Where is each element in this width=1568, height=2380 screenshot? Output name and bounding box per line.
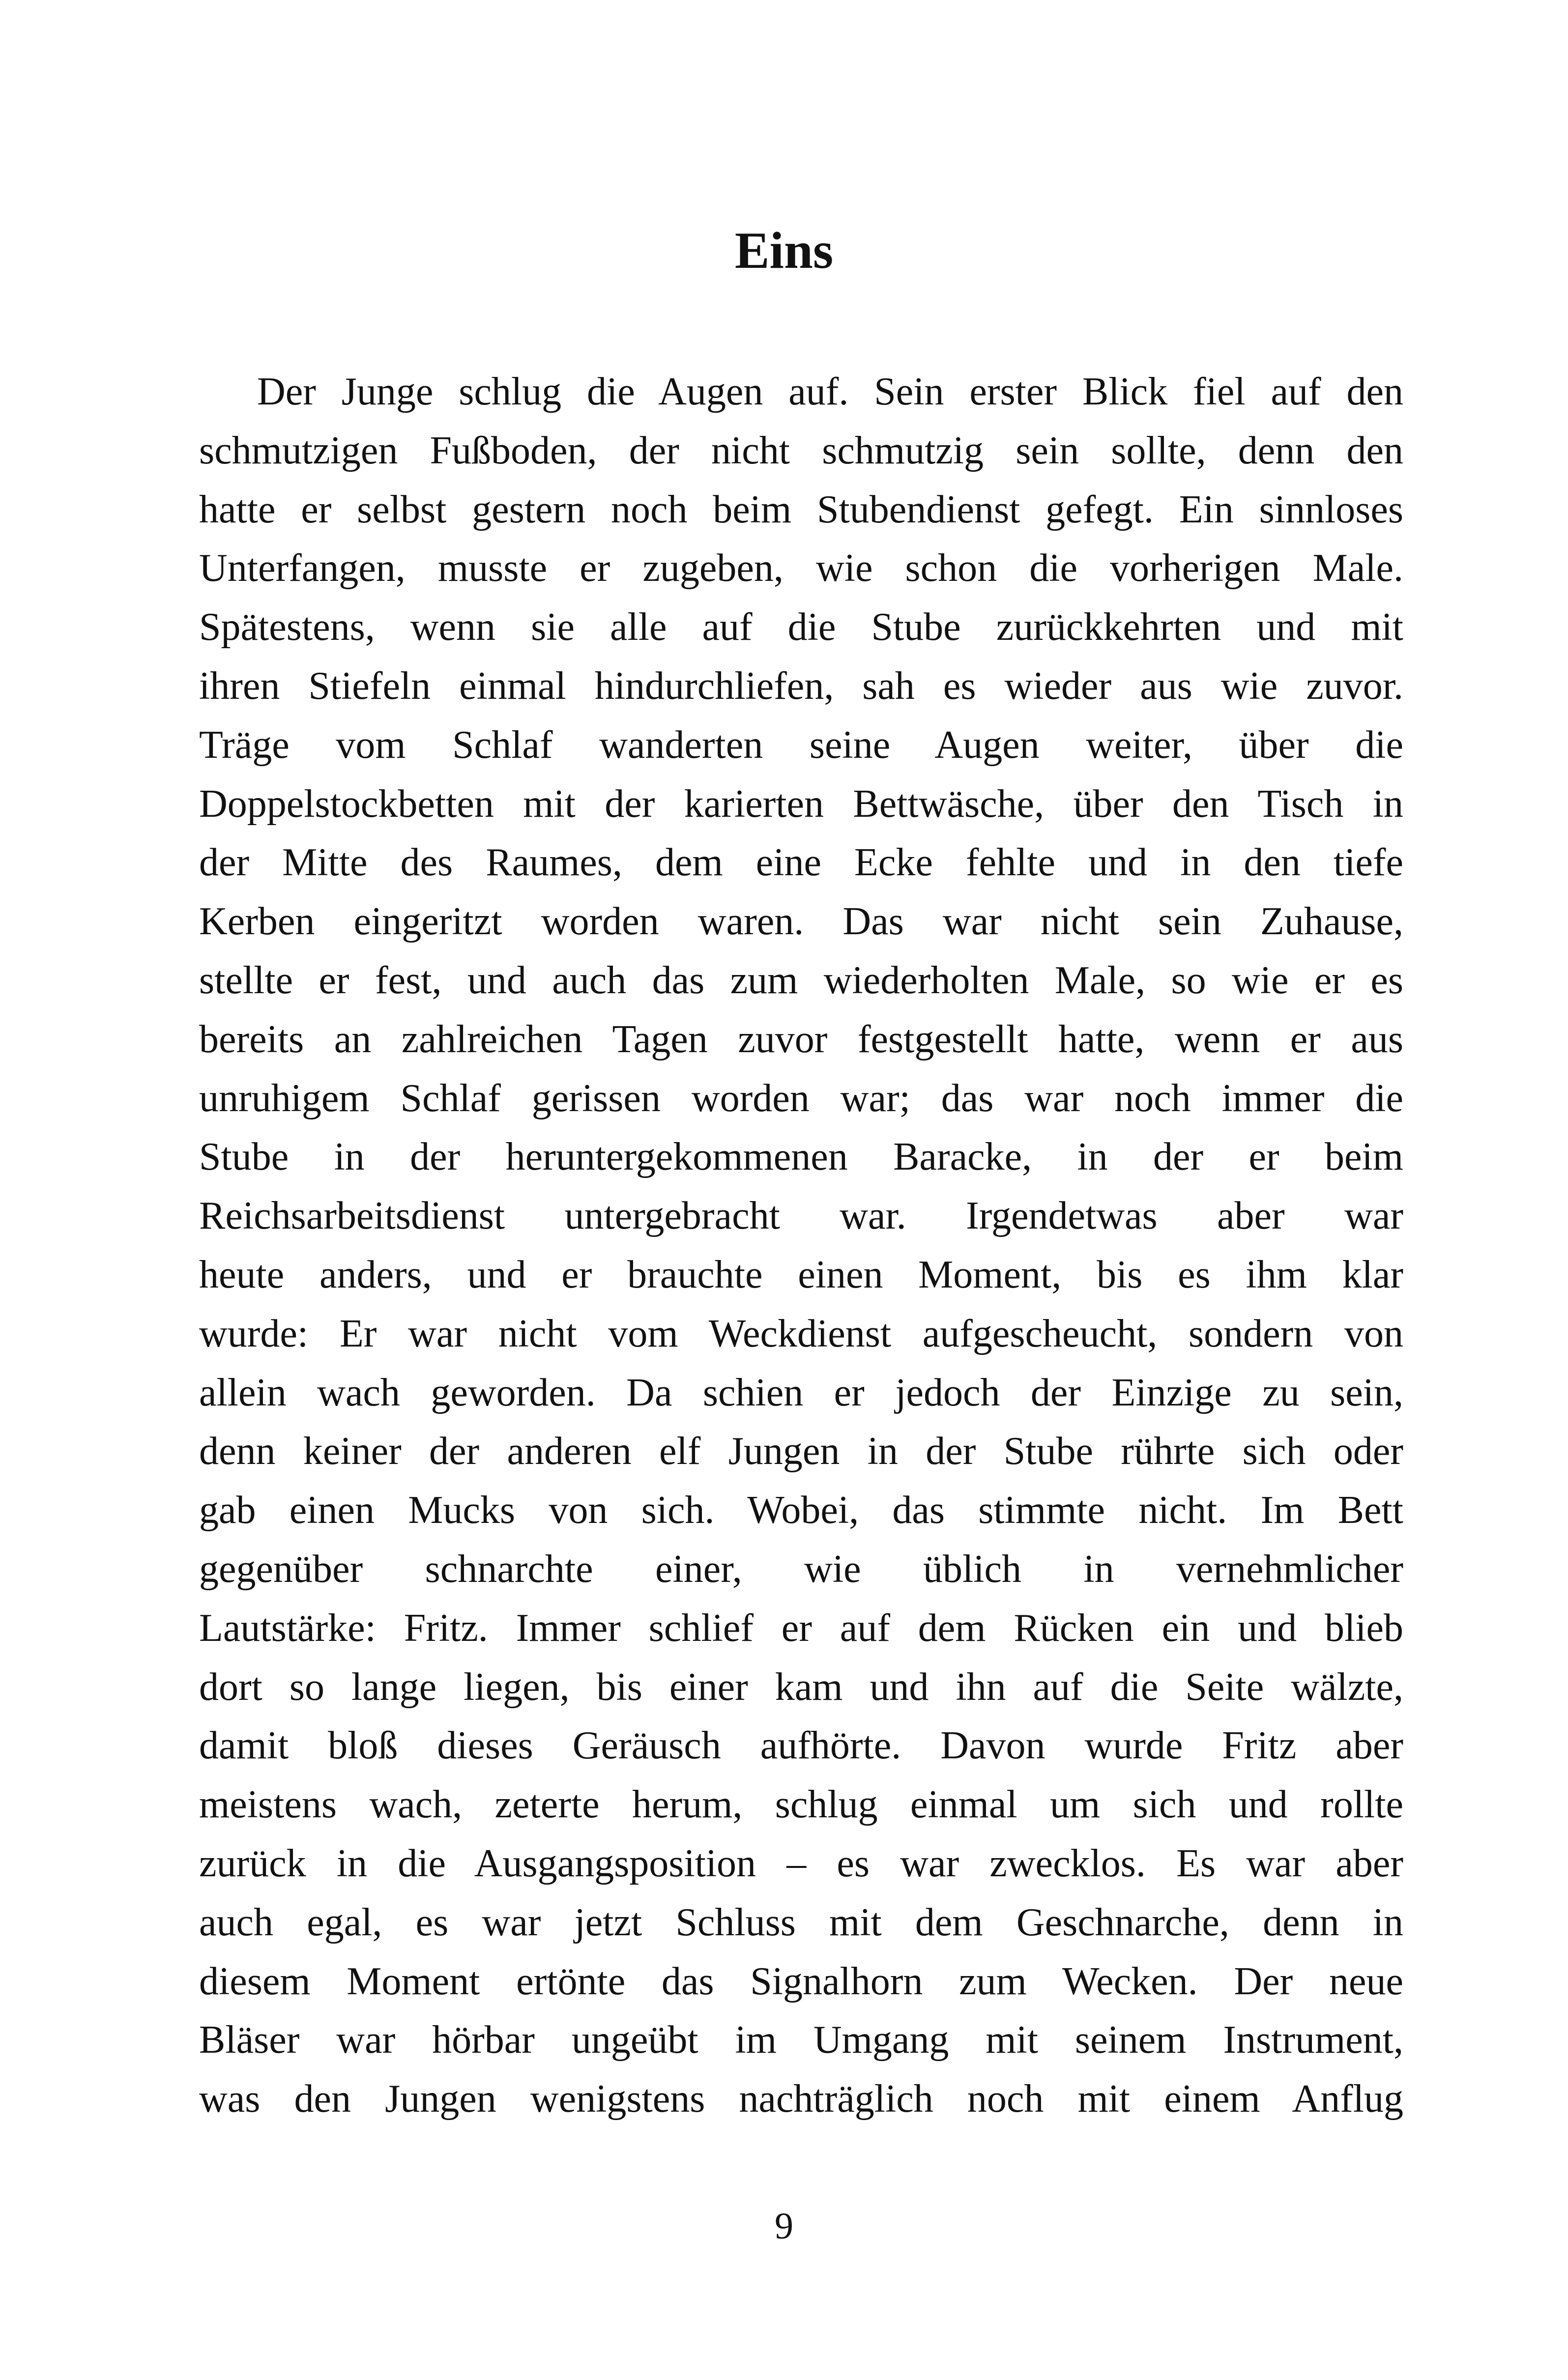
text-line: ihren Stiefeln einmal hindurchliefen, sah es wieder aus wie zuvor.	[199, 664, 1403, 708]
text-line: Bläser war hörbar ungeübt im Umgang mit seinem Instrument,	[199, 2018, 1403, 2062]
text-line: Lautstärke: Fritz. Immer schlief er auf dem Rücken ein und blieb	[199, 1606, 1403, 1650]
text-line: Spätestens, wenn sie alle auf die Stube zurückkehrten und mit	[199, 605, 1403, 649]
text-line: Reichsarbeitsdienst untergebracht war. Irgendetwas aber war	[199, 1194, 1403, 1238]
page-number: 9	[775, 2206, 793, 2247]
text-line: was den Jungen wenigstens nachträglich noch mit einem Anflug	[199, 2077, 1403, 2121]
text-line: schmutzigen Fußboden, der nicht schmutzig sein sollte, denn den	[199, 429, 1403, 472]
body-paragraph	[199, 363, 1403, 2129]
text-line: bereits an zahlreichen Tagen zuvor festgestellt hatte, wenn er aus	[199, 1017, 1403, 1061]
text-line: Doppelstockbetten mit der karierten Bettwäsche, über den Tisch in	[199, 782, 1403, 826]
text-line: Kerben eingeritzt worden waren. Das war nicht sein Zuhause,	[199, 900, 1403, 944]
text-line: allein wach geworden. Da schien er jedoch der Einzige zu sein,	[199, 1371, 1403, 1414]
chapter-title: Eins	[734, 222, 834, 279]
text-line: Träge vom Schlaf wanderten seine Augen weiter, über die	[199, 723, 1403, 767]
text-line: hatte er selbst gestern noch beim Stubendienst gefegt. Ein sinnloses	[199, 487, 1403, 531]
text-line: Unterfangen, musste er zugeben, wie schon die vorherigen Male.	[199, 546, 1403, 590]
text-line: diesem Moment ertönte das Signalhorn zum Wecken. Der neue	[199, 1959, 1403, 2003]
text-line: wurde: Er war nicht vom Weckdienst aufgescheucht, sondern von	[199, 1312, 1403, 1355]
text-line: gab einen Mucks von sich. Wobei, das stimmte nicht. Im Bett	[199, 1489, 1403, 1532]
text-line: denn keiner der anderen elf Jungen in der Stube rührte sich oder	[199, 1430, 1403, 1473]
text-line: der Mitte des Raumes, dem eine Ecke fehlte und in den tiefe	[199, 841, 1403, 885]
text-line: gegenüber schnarchte einer, wie üblich in vernehmlicher	[199, 1547, 1403, 1591]
text-line: unruhigem Schlaf gerissen worden war; das war noch immer die	[199, 1076, 1403, 1120]
text-line: auch egal, es war jetzt Schluss mit dem Geschnarche, denn in	[199, 1900, 1403, 1944]
text-line: dort so lange liegen, bis einer kam und ihn auf die Seite wälzte,	[199, 1665, 1403, 1709]
text-line: damit bloß dieses Geräusch aufhörte. Davon wurde Fritz aber	[199, 1724, 1403, 1768]
text-line: Stube in der heruntergekommenen Baracke, in der er beim	[199, 1135, 1403, 1179]
text-line: meistens wach, zeterte herum, schlug einmal um sich und rollte	[199, 1783, 1403, 1827]
text-line: heute anders, und er brauchte einen Moment, bis es ihm klar	[199, 1253, 1403, 1296]
text-line: zurück in die Ausgangsposition – es war zwecklos. Es war aber	[199, 1841, 1403, 1885]
text-line: Der Junge schlug die Augen auf. Sein erster Blick fiel auf den	[257, 370, 1403, 413]
text-line: stellte er fest, und auch das zum wiederholten Male, so wie er es	[199, 958, 1403, 1002]
